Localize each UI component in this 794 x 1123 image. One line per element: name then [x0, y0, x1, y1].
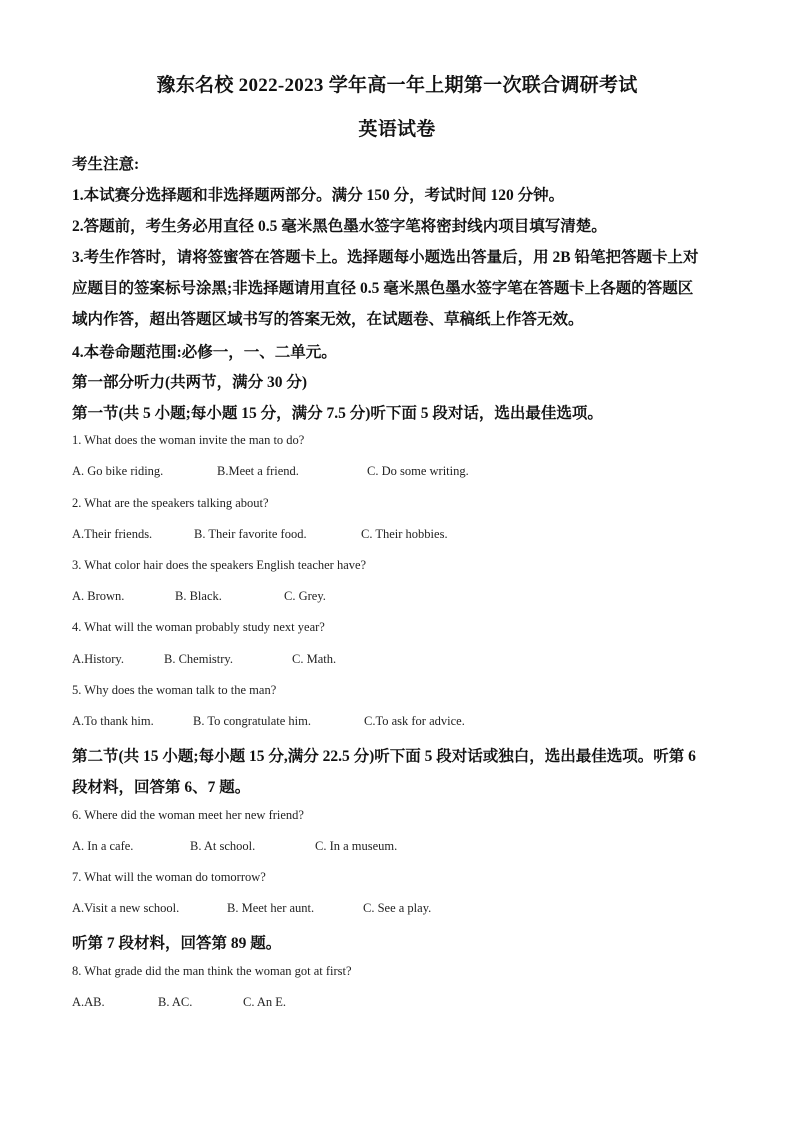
notice-item-2: 2.答题前，考生务必用直径 0.5 毫米黑色墨水签字笔将密封线内项目填写清楚。	[72, 218, 607, 235]
question-8: 8. What grade did the man think the woman got at first?	[72, 964, 352, 978]
option-a: A.Their friends.	[72, 527, 153, 541]
question-7: 7. What will the woman do tomorrow?	[72, 870, 266, 884]
option-a: A. Go bike riding.	[72, 464, 164, 478]
option-a: A.To thank him.	[72, 714, 154, 728]
option-c: C. Math.	[292, 652, 337, 666]
option-a: A. Brown.	[72, 589, 125, 603]
option-a: A.AB.	[72, 995, 105, 1009]
option-c: C. Grey.	[284, 589, 326, 603]
options-7	[72, 901, 732, 916]
options-1	[72, 464, 732, 479]
options-5	[72, 714, 732, 729]
option-c: C. Do some writing.	[367, 464, 469, 478]
options-4	[72, 652, 732, 667]
question-2: 2. What are the speakers talking about?	[72, 496, 269, 510]
option-c: C. An E.	[243, 995, 287, 1009]
question-4: 4. What will the woman probably study next year?	[72, 620, 325, 634]
part1-heading: 第一部分听力(共两节，满分 30 分)	[72, 374, 308, 391]
notice-item-3-cont2: 域内作答，超出答题区域书写的答案无效，在试题卷、草稿纸上作答无效。	[72, 311, 584, 328]
question-1: 1. What does the woman invite the man to do?	[72, 433, 305, 447]
option-b: B. AC.	[158, 995, 193, 1009]
notice-heading: 考生注意:	[72, 156, 140, 173]
option-b: B.Meet a friend.	[217, 464, 299, 478]
question-5: 5. Why does the woman talk to the man?	[72, 683, 277, 697]
question-3: 3. What color hair does the speakers English teacher have?	[72, 558, 367, 572]
options-2	[72, 527, 732, 542]
option-c: C. Their hobbies.	[361, 527, 448, 541]
option-c: C. See a play.	[363, 901, 432, 915]
option-a: A. In a cafe.	[72, 839, 134, 853]
option-a: A.History.	[72, 652, 124, 666]
notice-item-3-cont: 应题目的签案标号涂黑;非选择题请用直径 0.5 毫米黑色墨水签字笔在答题卡上各题的答题区	[72, 280, 694, 297]
exam-title: 豫东名校 2022-2023 学年高一年上期第一次联合调研考试	[156, 75, 638, 96]
option-b: B. To congratulate him.	[193, 714, 311, 728]
option-b: B. Black.	[175, 589, 222, 603]
option-a: A.Visit a new school.	[72, 901, 180, 915]
material-7-heading: 听第 7 段材料，回答第 89 题。	[72, 935, 282, 952]
notice-item-4: 4.本卷命题范围:必修一，一、二单元。	[72, 344, 337, 361]
section2-heading-cont: 段材料，回答第 6、7 题。	[72, 779, 251, 796]
option-c: C.To ask for advice.	[364, 714, 465, 728]
notice-item-3: 3.考生作答时，请将签蜜答在答题卡上。选择题每小题选出答量后，用 2B 铅笔把答题卡上对	[72, 249, 699, 266]
option-b: B. At school.	[190, 839, 256, 853]
question-6: 6. Where did the woman meet her new friend?	[72, 808, 304, 822]
section2-heading: 第二节(共 15 小题;每小题 15 分,满分 22.5 分)听下面 5 段对话或独白，选出最佳选项。听第 6	[72, 748, 696, 765]
options-3	[72, 589, 732, 604]
notice-item-1: 1.本试赛分选择题和非选择题两部分。满分 150 分，考试时间 120 分钟。	[72, 187, 565, 204]
option-b: B. Chemistry.	[164, 652, 233, 666]
option-c: C. In a museum.	[315, 839, 398, 853]
option-b: B. Their favorite food.	[194, 527, 307, 541]
option-b: B. Meet her aunt.	[227, 901, 315, 915]
options-8	[72, 995, 732, 1010]
section1-heading: 第一节(共 5 小题;每小题 15 分，满分 7.5 分)听下面 5 段对话，选出最佳选项。	[72, 405, 603, 422]
options-6	[72, 839, 732, 854]
exam-subtitle: 英语试卷	[358, 119, 436, 140]
